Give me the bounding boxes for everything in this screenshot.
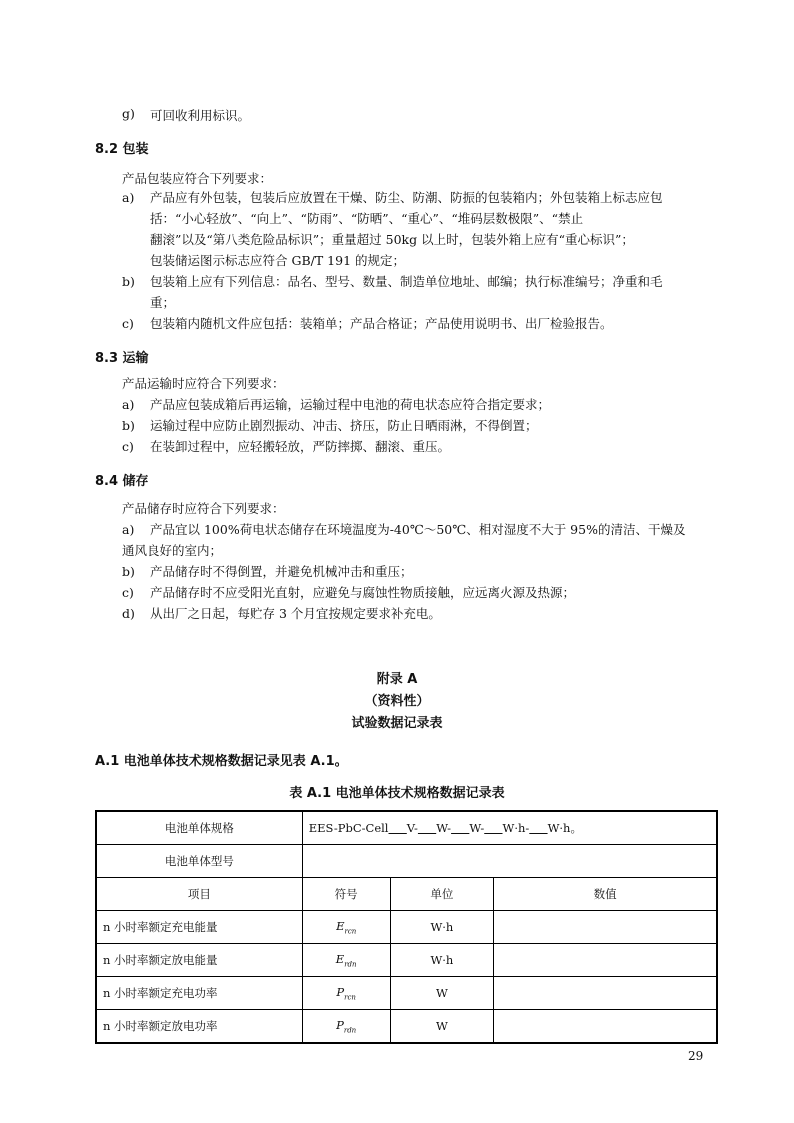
model-value-cell bbox=[302, 845, 717, 878]
model-label-cell: 电池单体型号 bbox=[96, 845, 302, 878]
table-row bbox=[96, 1010, 717, 1044]
list-text: 在装卸过程中，应轻搬轻放，严防摔掷、翻滚、重压。 bbox=[150, 439, 451, 454]
symbol-cell bbox=[302, 977, 390, 1010]
list-label: d) bbox=[122, 606, 135, 621]
list-text: 产品储存时不得倒置，并避免机械冲击和重压； bbox=[150, 564, 413, 579]
symbol: P bbox=[336, 1017, 344, 1032]
spec-value-cell bbox=[302, 811, 717, 845]
section-intro: 产品储存时应符合下列要求： bbox=[122, 501, 285, 516]
list-label: c) bbox=[122, 585, 134, 600]
list-text: 包装箱上应有下列信息：品名、型号、数量、制造单位地址、邮编；执行标准编号；净重和毛 bbox=[150, 274, 663, 289]
unit-cell: W bbox=[390, 1010, 494, 1044]
table-row bbox=[96, 911, 717, 944]
spec-part: W- bbox=[436, 821, 452, 835]
list-text: 产品储存时不应受阳光直射，应避免与腐蚀性物质接触，应远离火源及热源； bbox=[150, 585, 576, 600]
list-label: g) bbox=[122, 106, 135, 121]
unit-cell: W bbox=[390, 977, 494, 1010]
appendix-name: 试验数据记录表 bbox=[351, 716, 443, 731]
table-header-row bbox=[96, 878, 717, 911]
list-label: a) bbox=[122, 190, 135, 205]
symbol: E bbox=[335, 951, 345, 966]
item-cell: n 小时率额定放电功率 bbox=[96, 1010, 302, 1044]
symbol-cell bbox=[302, 911, 390, 944]
spec-part: EES-PbC-Cell bbox=[308, 821, 389, 835]
value-cell bbox=[494, 944, 717, 977]
symbol: E bbox=[336, 918, 345, 933]
unit-cell: W·h bbox=[390, 944, 494, 977]
item-cell: n 小时率额定充电能量 bbox=[96, 911, 302, 944]
section-intro: 产品运输时应符合下列要求： bbox=[122, 376, 285, 391]
spec-label-cell: 电池单体规格 bbox=[96, 811, 302, 845]
spec-part: V- bbox=[406, 821, 418, 835]
list-text: 可回收利用标识。 bbox=[150, 108, 251, 123]
table-row bbox=[96, 977, 717, 1010]
list-text: 产品宜以 100%荷电状态储存在环境温度为-40℃～50℃、相对湿度不大于 95%的清洁、干燥及 bbox=[150, 522, 686, 537]
symbol-cell bbox=[302, 944, 390, 977]
table-row bbox=[96, 944, 717, 977]
list-label: b) bbox=[122, 274, 135, 289]
list-text: 重； bbox=[150, 295, 176, 310]
column-header: 项目 bbox=[96, 878, 302, 911]
list-label: b) bbox=[122, 564, 135, 579]
column-header: 单位 bbox=[390, 878, 494, 911]
symbol-subscript: rdn bbox=[343, 1026, 357, 1035]
symbol-subscript: rcn bbox=[344, 993, 356, 1002]
appendix-nature: （资料性） bbox=[364, 694, 430, 709]
list-text: 包装储运图示标志应符合 GB/T 191 的规定； bbox=[150, 253, 405, 268]
spec-part: W- bbox=[469, 821, 485, 835]
list-text: 翻滚”以及“第八类危险品标识”；重量超过 50kg 以上时，包装外箱上应有“重心标识”； bbox=[150, 232, 634, 247]
list-label: c) bbox=[122, 439, 134, 454]
unit-cell: W·h bbox=[390, 911, 494, 944]
list-text: 产品应包装成箱后再运输，运输过程中电池的荷电状态应符合指定要求； bbox=[150, 397, 551, 412]
list-text: 从出厂之日起，每贮存 3 个月宜按规定要求补充电。 bbox=[150, 606, 441, 621]
symbol-cell bbox=[302, 1010, 390, 1044]
spec-part: W·h。 bbox=[547, 821, 582, 835]
section-intro: 产品包装应符合下列要求： bbox=[122, 171, 273, 186]
clause-a1: A.1 电池单体技术规格数据记录见表 A.1。 bbox=[95, 754, 348, 769]
item-cell: n 小时率额定放电能量 bbox=[96, 944, 302, 977]
table-row bbox=[96, 811, 717, 845]
item-cell: n 小时率额定充电功率 bbox=[96, 977, 302, 1010]
symbol: P bbox=[336, 984, 345, 999]
section-heading-8-3: 8.3 运输 bbox=[95, 351, 149, 366]
value-cell bbox=[494, 1010, 717, 1044]
section-heading-8-2: 8.2 包装 bbox=[95, 142, 149, 157]
table-caption: 表 A.1 电池单体技术规格数据记录表 bbox=[289, 786, 505, 801]
table-row bbox=[96, 845, 717, 878]
column-header: 符号 bbox=[302, 878, 390, 911]
value-cell bbox=[494, 911, 717, 944]
column-header: 数值 bbox=[494, 878, 717, 911]
list-label: a) bbox=[122, 522, 135, 537]
section-heading-8-4: 8.4 储存 bbox=[95, 474, 149, 489]
value-cell bbox=[494, 977, 717, 1010]
page-number: 29 bbox=[688, 1049, 704, 1063]
data-record-table bbox=[95, 810, 718, 1044]
list-text: 包装箱内随机文件应包括：装箱单；产品合格证；产品使用说明书、出厂检验报告。 bbox=[150, 316, 613, 331]
list-text: 产品应有外包装，包装后应放置在干燥、防尘、防潮、防振的包装箱内；外包装箱上标志应包 bbox=[150, 190, 663, 205]
list-text: 括：“小心轻放”、“向上”、“防雨”、“防晒”、“重心”、“堆码层数极限”、“禁止 bbox=[150, 211, 584, 226]
list-label: c) bbox=[122, 316, 134, 331]
appendix-title: 附录 A bbox=[376, 672, 418, 687]
list-text: 运输过程中应防止剧烈振动、冲击、挤压，防止日晒雨淋，不得倒置； bbox=[150, 418, 538, 433]
spec-part: W·h- bbox=[502, 821, 530, 835]
symbol-subscript: rdn bbox=[344, 960, 357, 969]
list-label: a) bbox=[122, 397, 135, 412]
symbol-subscript: rcn bbox=[344, 927, 357, 936]
list-label: b) bbox=[122, 418, 135, 433]
list-text: 通风良好的室内； bbox=[122, 543, 223, 558]
